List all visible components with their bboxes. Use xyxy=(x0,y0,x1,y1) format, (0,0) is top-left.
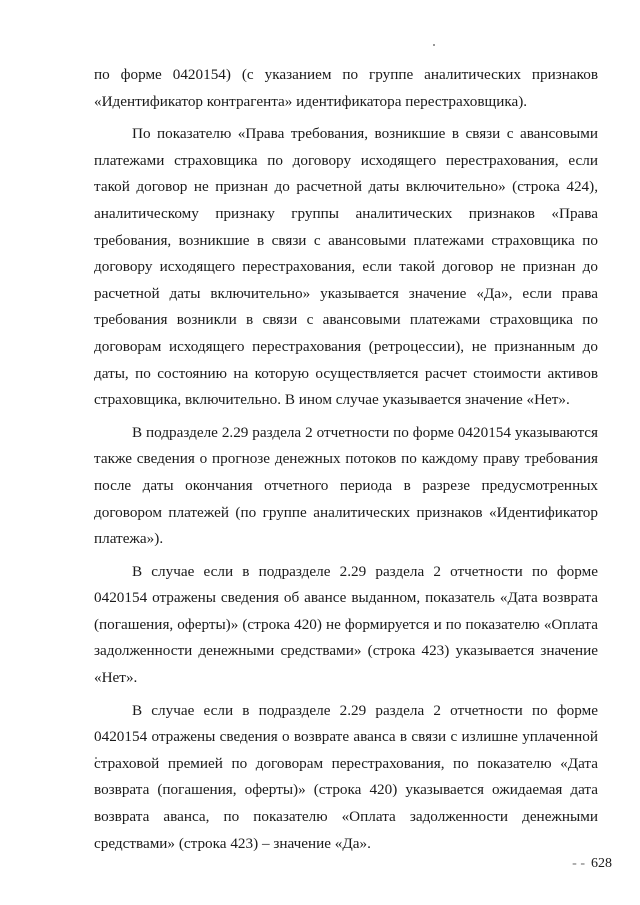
document-body xyxy=(94,62,598,857)
page-number-area xyxy=(562,855,612,873)
scan-dash-mark: - - xyxy=(572,856,585,871)
paragraph-3: В подразделе 2.29 раздела 2 отчетности по форме 0420154 указываются также сведения о прогнозе денежных потоков по каждому праву требования после даты окончания отчетного периода в разрезе предусмотренных договором платежей (по группе аналитических признаков «Идентификатор платежа»). xyxy=(94,423,598,548)
paragraph-5: В случае если в подразделе 2.29 раздела 2 отчетности по форме 0420154 отражены сведения о возврате аванса в связи с излишне уплаченной страховой премией по договорам перестрахования, по показателю «Дата возврата (погашения, оферты)» (строка 420) указывается ожидаемая дата возврата аванса, по показателю «Оплата задолженности денежными средствами» (строка 423) – значение «Да». xyxy=(94,701,598,852)
paragraph-4: В случае если в подразделе 2.29 раздела 2 отчетности по форме 0420154 отражены сведения об авансе выданном, показатель «Дата возврата (погашения, оферты)» (строка 420) не формируется и по показателю «Оплата задолженности денежными средствами» (строка 423) указывается значение «Нет». xyxy=(94,562,598,687)
paragraph-2: По показателю «Права требования, возникшие в связи с авансовыми платежами страховщика по договору исходящего перестрахования, если такой договор не признан до расчетной даты включительно» (строка 424), аналитическому признаку группы аналитических признаков «Права требования, возникшие в связи с авансовыми платежами страховщика по договору исходящего перестрахования, если такой договор не признан до расчетной даты включительно» указывается значение «Да», если права требования возникли в связи с авансовыми платежами страховщика по договорам исходящего перестрахования (ретроцессии), не признанным до даты, по состоянию на которую осуществляется расчет стоимости активов страховщика, включительно. В ином случае указывается значение «Нет». xyxy=(94,125,598,409)
page-number: 628 xyxy=(591,856,612,871)
paragraph-1: по форме 0420154) (с указанием по группе аналитических признаков «Идентификатор контрагента» идентификатора перестраховщика). xyxy=(94,66,598,110)
scan-speck xyxy=(433,44,435,46)
